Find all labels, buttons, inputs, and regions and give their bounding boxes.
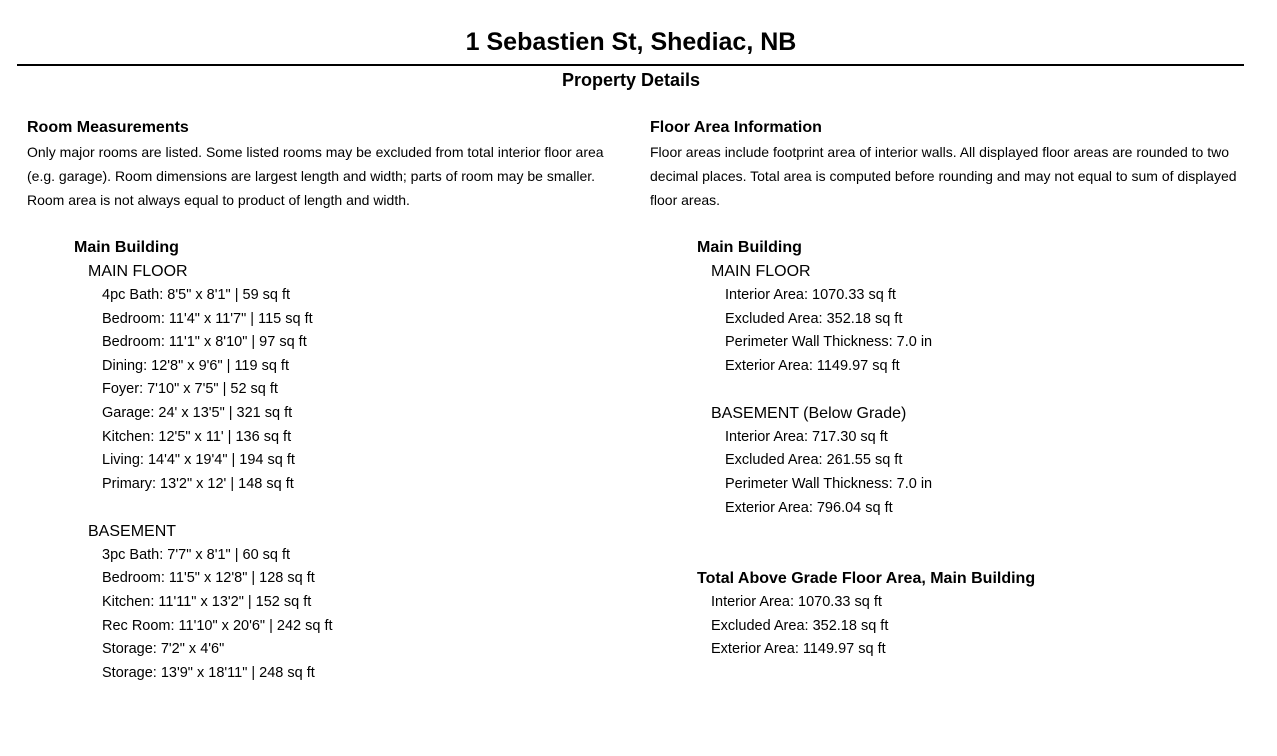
room-item: Bedroom: 11'5" x 12'8" | 128 sq ft xyxy=(102,570,315,587)
room-item: Storage: 7'2" x 4'6" xyxy=(102,641,225,658)
area-item: Perimeter Wall Thickness: 7.0 in xyxy=(725,334,933,351)
floor-area-description: Floor areas include footprint area of interior walls. All displayed floor areas are rounded to two decimal places. Total area is computed before rounding and may not equal to sum of displayed floor areas. xyxy=(650,144,1237,208)
floor-area-heading: Floor Area Information xyxy=(650,119,822,136)
room-item: Garage: 24' x 13'5" | 321 sq ft xyxy=(102,404,293,421)
room-measurements-description: Only major rooms are listed. Some listed rooms may be excluded from total interior floor area (e.g. garage). Room dimensions are largest length and width; parts of room may be smaller. Room area is not always equal to product of length and width. xyxy=(27,144,604,208)
room-item: Primary: 13'2" x 12' | 148 sq ft xyxy=(102,475,294,492)
room-item: Kitchen: 11'11" x 13'2" | 152 sq ft xyxy=(102,594,312,611)
total-area-item: Exterior Area: 1149.97 sq ft xyxy=(711,641,886,658)
room-measurements-heading: Room Measurements xyxy=(27,119,189,136)
floor-heading-main: MAIN FLOOR xyxy=(711,263,811,280)
room-item: 3pc Bath: 7'7" x 8'1" | 60 sq ft xyxy=(102,546,291,563)
room-item: Rec Room: 11'10" x 20'6" | 242 sq ft xyxy=(102,617,333,634)
room-item: Bedroom: 11'1" x 8'10" | 97 sq ft xyxy=(102,334,307,351)
page-subtitle: Property Details xyxy=(561,70,701,90)
page-title: 1 Sebastien St, Shediac, NB xyxy=(465,28,797,56)
room-item: 4pc Bath: 8'5" x 8'1" | 59 sq ft xyxy=(102,287,291,303)
area-item: Excluded Area: 352.18 sq ft xyxy=(725,310,903,327)
room-building-block xyxy=(74,236,627,685)
spacer xyxy=(74,496,627,520)
spacer xyxy=(697,520,1260,567)
room-item: Bedroom: 11'4" x 11'7" | 115 sq ft xyxy=(102,310,313,327)
floor-heading-basement: BASEMENT xyxy=(88,522,177,540)
total-area-item: Interior Area: 1070.33 sq ft xyxy=(711,594,882,611)
area-item: Interior Area: 717.30 sq ft xyxy=(725,428,888,445)
area-building-block xyxy=(697,236,1260,662)
room-item: Storage: 13'9" x 18'11" | 248 sq ft xyxy=(102,664,315,681)
total-area-heading: Total Above Grade Floor Area, Main Building xyxy=(697,570,1036,588)
room-item: Dining: 12'8" x 9'6" | 119 sq ft xyxy=(102,357,289,374)
building-heading: Main Building xyxy=(697,239,802,256)
spacer xyxy=(697,378,1260,402)
floor-heading-basement: BASEMENT (Below Grade) xyxy=(711,404,907,422)
area-item: Excluded Area: 261.55 sq ft xyxy=(725,452,903,469)
room-item: Foyer: 7'10" x 7'5" | 52 sq ft xyxy=(102,381,278,398)
floor-heading-main: MAIN FLOOR xyxy=(88,263,188,280)
area-item: Exterior Area: 796.04 sq ft xyxy=(725,499,893,516)
title-divider xyxy=(17,64,1244,66)
room-measurements-section xyxy=(27,117,627,685)
room-item: Kitchen: 12'5" x 11' | 136 sq ft xyxy=(102,428,292,445)
area-item: Interior Area: 1070.33 sq ft xyxy=(725,287,896,303)
area-item: Perimeter Wall Thickness: 7.0 in xyxy=(725,476,933,493)
room-item: Living: 14'4" x 19'4" | 194 sq ft xyxy=(102,452,295,469)
total-area-item: Excluded Area: 352.18 sq ft xyxy=(711,617,889,634)
area-item: Exterior Area: 1149.97 sq ft xyxy=(725,357,900,374)
building-heading: Main Building xyxy=(74,239,179,256)
floor-area-section xyxy=(650,117,1260,662)
